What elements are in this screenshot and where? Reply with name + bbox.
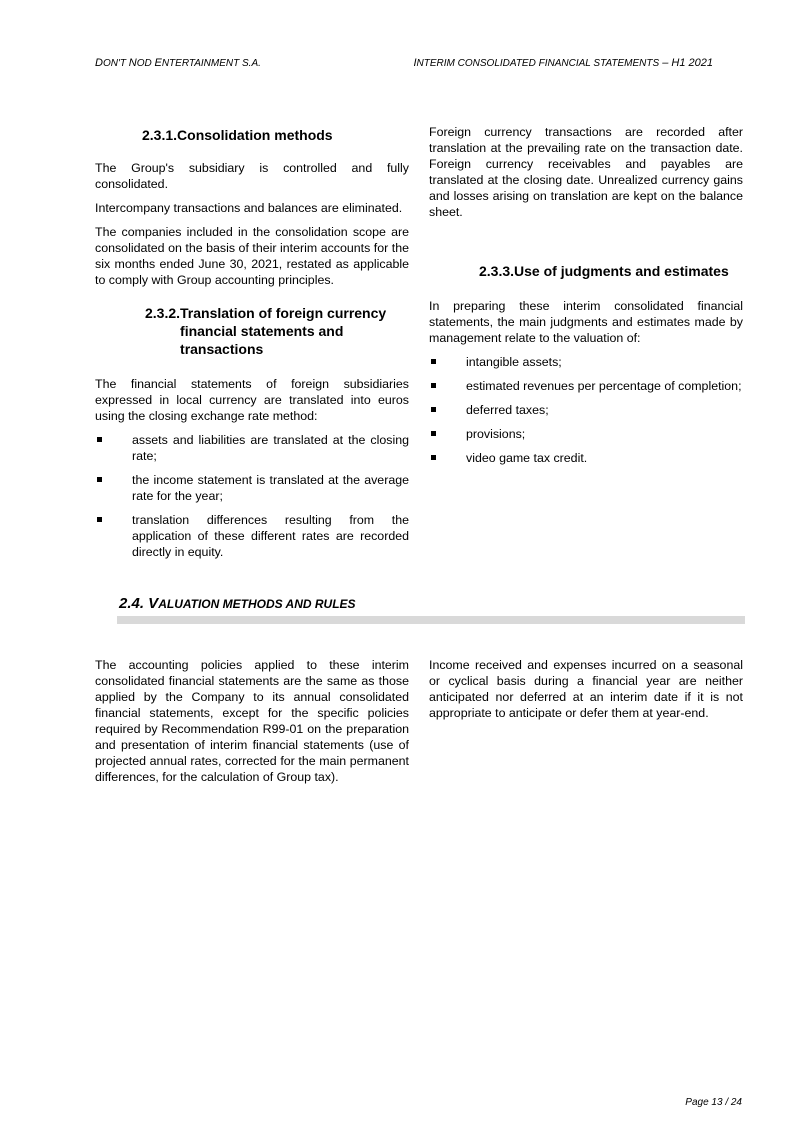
section-heading-valuation-methods: 2.4. VALUATION METHODS AND RULES (117, 595, 745, 624)
square-bullet-icon (431, 431, 436, 436)
heading-consolidation-methods: 2.3.1. Consolidation methods (142, 127, 333, 143)
valuation-right-column (429, 657, 743, 729)
square-bullet-icon (431, 383, 436, 388)
square-bullet-icon (431, 407, 436, 412)
left-column (95, 124, 409, 568)
paragraph: The accounting policies applied to these interim consolidated financial statements are the same as those applied by the Company to its annual consolidated financial statements, except for the specific policies required by Recommendation R99-01 on the preparation and presentation of interim financial statements (use of projected annual rates, corrected for the main permanent differences, for the calculation of Group tax). (95, 658, 409, 784)
header-company-name: DON'T NOD ENTERTAINMENT S.A. (95, 57, 261, 69)
valuation-left-column (95, 657, 409, 793)
paragraph: Intercompany transactions and balances are eliminated. (95, 201, 403, 215)
list-item: the income statement is translated at the average rate for the year; (95, 472, 409, 504)
list-item: provisions; (429, 426, 743, 442)
paragraph: Income received and expenses incurred on a seasonal or cyclical basis during a financial year are neither anticipated nor deferred at an interim date if it is not appropriate to anticipate or defer them at year-end. (429, 658, 743, 720)
heading-translation-foreign-currency: 2.3.2. Translation of foreign currency financial statements and transactions (145, 305, 387, 357)
page-number: Page 13 / 24 (685, 1097, 742, 1108)
list-item: estimated revenues per percentage of completion; (429, 378, 743, 394)
paragraph: The Group's subsidiary is controlled and fully consolidated. (95, 161, 409, 191)
square-bullet-icon (97, 517, 102, 522)
paragraph: The financial statements of foreign subsidiaries expressed in local currency are translated into euros using the closing exchange rate method: (95, 377, 409, 423)
paragraph: The companies included in the consolidation scope are consolidated on the basis of their interim accounts for the six months ended June 30, 2021, restated as applicable to comply with Group accounting principles. (95, 225, 409, 287)
heading-judgments-estimates: 2.3.3. Use of judgments and estimates (479, 263, 729, 279)
square-bullet-icon (431, 455, 436, 460)
right-column (429, 124, 743, 474)
square-bullet-icon (431, 359, 436, 364)
header-document-title: INTERIM CONSOLIDATED FINANCIAL STATEMENTS – H1 2021 (413, 57, 713, 69)
paragraph: In preparing these interim consolidated financial statements, the main judgments and estimates made by management relate to the valuation of: (429, 299, 743, 345)
list-item: deferred taxes; (429, 402, 743, 418)
section-divider (117, 616, 745, 624)
square-bullet-icon (97, 477, 102, 482)
bullet-list (429, 354, 743, 466)
list-item: video game tax credit. (429, 450, 743, 466)
list-item: assets and liabilities are translated at the closing rate; (95, 432, 409, 464)
square-bullet-icon (97, 437, 102, 442)
paragraph: Foreign currency transactions are recorded after translation at the prevailing rate on the transaction date. Foreign currency receivables and payables are translated at the closing date. Unrealized currency gains and losses arising on translation are kept on the balance sheet. (429, 125, 743, 219)
bullet-list (95, 432, 409, 560)
list-item: intangible assets; (429, 354, 743, 370)
list-item: translation differences resulting from the application of these different rates are recorded directly in equity. (95, 512, 409, 560)
